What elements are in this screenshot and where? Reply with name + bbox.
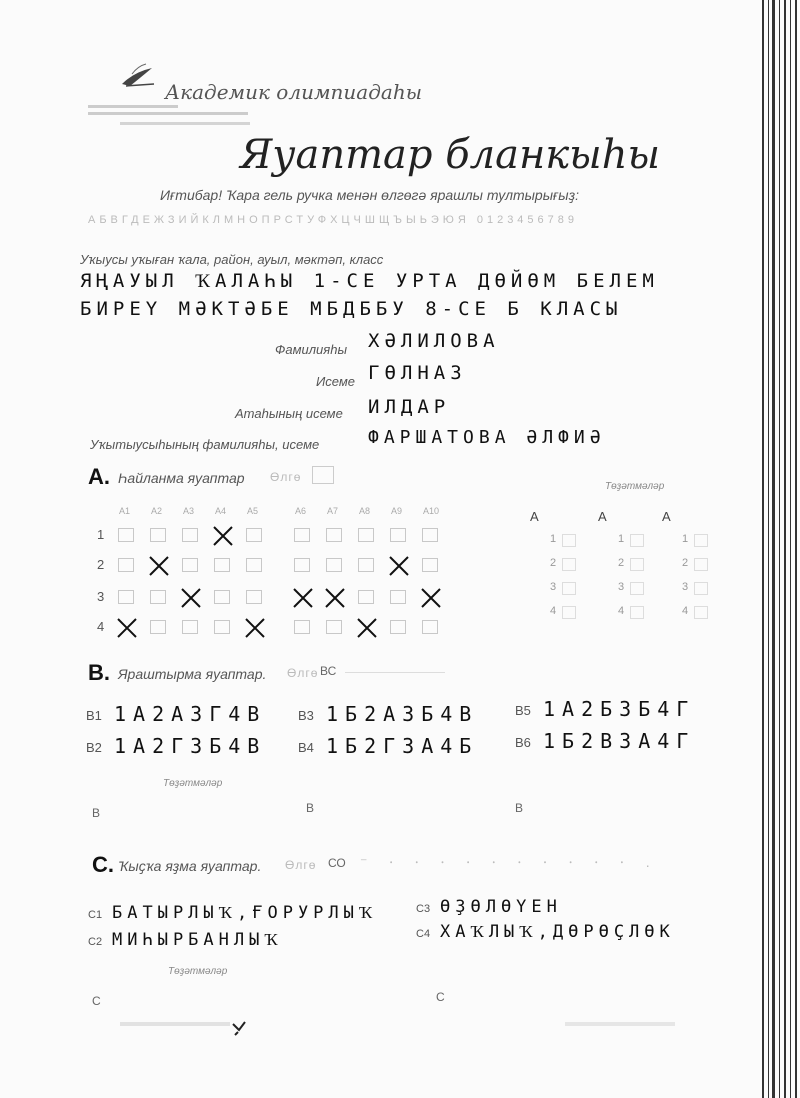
- answer-checkbox[interactable]: [390, 558, 406, 572]
- pen-mark-icon: [230, 1018, 250, 1036]
- correction-row-number: 4: [618, 605, 625, 617]
- section-a-score-label: Өлгө: [270, 470, 302, 484]
- cross-mark-icon: [180, 587, 202, 609]
- answer-checkbox[interactable]: [182, 590, 198, 604]
- footer-faint-line: [120, 1022, 230, 1026]
- correction-box[interactable]: [694, 606, 708, 619]
- answer-checkbox[interactable]: [246, 620, 262, 634]
- patronymic-label: Атаһының исеме: [235, 406, 343, 421]
- answer-checkbox[interactable]: [118, 528, 134, 542]
- grid-column-header: A10: [423, 506, 440, 516]
- section-a-title: Һайланма яуаптар: [118, 470, 245, 486]
- correction-box[interactable]: [630, 606, 644, 619]
- answer-checkbox[interactable]: [326, 620, 342, 634]
- correction-box[interactable]: [630, 558, 644, 571]
- answer-value-b5: 1А2Б3Б4Г: [543, 697, 696, 721]
- olympiad-title: Академик олимпиадаһы: [165, 80, 422, 104]
- answer-checkbox[interactable]: [214, 620, 230, 634]
- surname-label: Фамилияһы: [275, 342, 348, 357]
- correction-column-header: A: [530, 509, 539, 524]
- section-c-score-code: СО: [328, 856, 346, 870]
- answer-label-b4: B4: [298, 740, 314, 755]
- answer-checkbox[interactable]: [214, 528, 230, 542]
- answer-checkbox[interactable]: [214, 558, 230, 572]
- answer-checkbox[interactable]: [182, 620, 198, 634]
- grid-row-number: 1: [97, 527, 105, 542]
- answer-checkbox[interactable]: [246, 528, 262, 542]
- answer-value-b3: 1Б2А3Б4В: [326, 702, 479, 726]
- correction-box[interactable]: [562, 558, 576, 571]
- answer-value-b1: 1А2А3Г4В: [114, 702, 267, 726]
- grid-column-header: A6: [295, 506, 307, 516]
- answer-checkbox[interactable]: [390, 528, 406, 542]
- answer-checkbox[interactable]: [246, 590, 262, 604]
- sample-characters: АБВГДЕЖЗИЙКЛМНОПРСТУФХЦЧШЩЪЫЬЭЮЯ 0123456789: [88, 214, 579, 226]
- correction-b-1: B: [92, 806, 101, 820]
- cross-mark-icon: [212, 525, 234, 547]
- answer-value-c1: БАТЫРЛЫҠ,ҒОРУРЛЫҠ: [112, 903, 378, 923]
- answer-label-c4: C4: [416, 928, 431, 940]
- section-a-letter: A.: [88, 464, 110, 489]
- answer-checkbox[interactable]: [294, 528, 310, 542]
- answer-value-b6: 1Б2В3А4Г: [543, 729, 696, 753]
- answer-value-b2: 1А2Г3Б4В: [114, 734, 267, 758]
- grid-column-header: A4: [215, 506, 227, 516]
- answer-value-c2: МИҺЫРБАНЛЫҠ: [112, 930, 283, 950]
- correction-row-number: 4: [550, 605, 557, 617]
- correction-column-header: A: [662, 509, 671, 524]
- logo-caption-line: [88, 105, 178, 108]
- section-c-letter: C.: [92, 852, 114, 877]
- school-line-1: ЯҢАУЫЛ ҠАЛАҺЫ 1-СЕ УРТА ДӨЙӨМ БЕЛЕМ: [80, 270, 659, 292]
- correction-box[interactable]: [694, 534, 708, 547]
- answer-label-c2: C2: [88, 936, 103, 948]
- correction-b-3: B: [515, 801, 524, 815]
- answer-label-b2: B2: [86, 740, 102, 755]
- cross-mark-icon: [356, 617, 378, 639]
- grid-column-header: A7: [327, 506, 339, 516]
- cross-mark-icon: [388, 555, 410, 577]
- answer-checkbox[interactable]: [214, 590, 230, 604]
- correction-box[interactable]: [694, 582, 708, 595]
- correction-box[interactable]: [694, 558, 708, 571]
- cross-mark-icon: [116, 617, 138, 639]
- answer-checkbox[interactable]: [118, 620, 134, 634]
- answer-checkbox[interactable]: [422, 528, 438, 542]
- section-c-score-marks: ⁻ ⸱ ⸱ ⸱ ⸱ ⸱ ⸱ ⸱ ⸱ ⸱ ⸱ .: [360, 854, 659, 870]
- cross-mark-icon: [148, 555, 170, 577]
- answer-value-b4: 1Б2Г3А4Б: [326, 734, 479, 758]
- correction-box[interactable]: [562, 534, 576, 547]
- correction-box[interactable]: [562, 582, 576, 595]
- name-value: ГӨЛНАЗ: [368, 362, 467, 384]
- answer-checkbox[interactable]: [118, 558, 134, 572]
- section-b-score-line: [345, 672, 445, 673]
- name-label: Исеме: [316, 374, 356, 389]
- section-a-score-box: [312, 466, 334, 484]
- correction-box[interactable]: [630, 534, 644, 547]
- answer-checkbox[interactable]: [390, 590, 406, 604]
- section-b-score-label: Өлгө: [287, 666, 319, 680]
- answer-checkbox[interactable]: [150, 528, 166, 542]
- answer-checkbox[interactable]: [358, 558, 374, 572]
- grid-column-header: A2: [151, 506, 163, 516]
- answer-checkbox[interactable]: [150, 620, 166, 634]
- section-c-score-label: Өлгө: [285, 858, 317, 872]
- form-title: Яуаптар бланкыһы: [240, 132, 661, 178]
- cross-mark-icon: [420, 587, 442, 609]
- answer-checkbox[interactable]: [358, 620, 374, 634]
- answer-label-b5: B5: [515, 703, 531, 718]
- correction-box[interactable]: [630, 582, 644, 595]
- correction-row-number: 2: [682, 557, 689, 569]
- section-b-corrections-label: Төҙәтмәләр: [163, 778, 223, 789]
- answer-checkbox[interactable]: [150, 558, 166, 572]
- correction-column-header: A: [598, 509, 607, 524]
- correction-row-number: 3: [550, 581, 557, 593]
- correction-row-number: 2: [618, 557, 625, 569]
- correction-row-number: 4: [682, 605, 689, 617]
- answer-checkbox[interactable]: [326, 558, 342, 572]
- answer-label-b1: B1: [86, 708, 102, 723]
- correction-c-2: C: [436, 990, 445, 1004]
- grid-row-number: 4: [97, 619, 105, 634]
- teacher-value: ФАРШАТОВА ӘЛФИӘ: [368, 427, 606, 448]
- section-c-corrections-label: Төҙәтмәләр: [168, 966, 228, 977]
- section-b-title: Яраштырма яуаптар.: [118, 666, 267, 682]
- answer-label-c1: C1: [88, 909, 103, 921]
- cross-mark-icon: [324, 587, 346, 609]
- answer-value-c4: ХАҠЛЫҠ,ДӨРӨҪЛӨК: [440, 922, 675, 942]
- school-line-2: БИРЕҮ МӘКТӘБЕ МБДББУ 8-СЕ Б КЛАСЫ: [80, 298, 623, 320]
- correction-c-1: C: [92, 994, 101, 1008]
- answer-checkbox[interactable]: [422, 558, 438, 572]
- correction-box[interactable]: [562, 606, 576, 619]
- answer-checkbox[interactable]: [358, 528, 374, 542]
- answer-label-b6: B6: [515, 735, 531, 750]
- grid-row-number: 2: [97, 557, 105, 572]
- logo-caption-line: [120, 122, 250, 125]
- section-c-title: Ҡыҫҡа яҙма яуаптар.: [118, 858, 262, 874]
- answer-checkbox[interactable]: [294, 590, 310, 604]
- answer-checkbox[interactable]: [246, 558, 262, 572]
- answer-checkbox[interactable]: [422, 590, 438, 604]
- grid-column-header: A9: [391, 506, 403, 516]
- footer-faint-line: [565, 1022, 675, 1026]
- answer-checkbox[interactable]: [390, 620, 406, 634]
- correction-row-number: 1: [550, 533, 557, 545]
- answer-checkbox[interactable]: [182, 558, 198, 572]
- answer-checkbox[interactable]: [326, 590, 342, 604]
- section-b-score-code: ВС: [320, 664, 337, 678]
- school-label: Уҡыусы уҡыған ҡала, район, ауыл, мәктәп, класс: [80, 252, 384, 267]
- logo-caption-line: [88, 112, 248, 115]
- answer-label-c3: C3: [416, 903, 431, 915]
- correction-row-number: 1: [618, 533, 625, 545]
- grid-column-header: A1: [119, 506, 131, 516]
- teacher-label: Уҡытыусыһының фамилияһы, исеме: [90, 437, 320, 452]
- answer-checkbox[interactable]: [150, 590, 166, 604]
- section-a-corrections-label: Төҙәтмәләр: [605, 481, 665, 492]
- grid-column-header: A8: [359, 506, 371, 516]
- grid-column-header: A3: [183, 506, 195, 516]
- cross-mark-icon: [244, 617, 266, 639]
- answer-checkbox[interactable]: [326, 528, 342, 542]
- answer-checkbox[interactable]: [358, 590, 374, 604]
- patronymic-value: ИЛДАР: [368, 396, 451, 418]
- instruction-text: Иғтибар! Ҡара гель ручка менән өлгөгә ярашлы тултырығыҙ:: [160, 187, 580, 203]
- grid-row-number: 3: [97, 589, 105, 604]
- correction-row-number: 2: [550, 557, 557, 569]
- correction-row-number: 1: [682, 533, 689, 545]
- answer-checkbox[interactable]: [422, 620, 438, 634]
- surname-value: ХӘЛИЛОВА: [368, 330, 500, 352]
- grid-column-header: A5: [247, 506, 259, 516]
- answer-checkbox[interactable]: [118, 590, 134, 604]
- correction-b-2: B: [306, 801, 315, 815]
- answer-checkbox[interactable]: [294, 558, 310, 572]
- section-b-letter: B.: [88, 660, 110, 685]
- answer-value-c3: ӨҘӨЛӨҮЕН: [440, 897, 562, 917]
- correction-row-number: 3: [682, 581, 689, 593]
- binder-edge: [752, 0, 800, 1098]
- cross-mark-icon: [292, 587, 314, 609]
- answer-checkbox[interactable]: [294, 620, 310, 634]
- logo-icon: [118, 62, 158, 90]
- answer-checkbox[interactable]: [182, 528, 198, 542]
- answer-label-b3: B3: [298, 708, 314, 723]
- correction-row-number: 3: [618, 581, 625, 593]
